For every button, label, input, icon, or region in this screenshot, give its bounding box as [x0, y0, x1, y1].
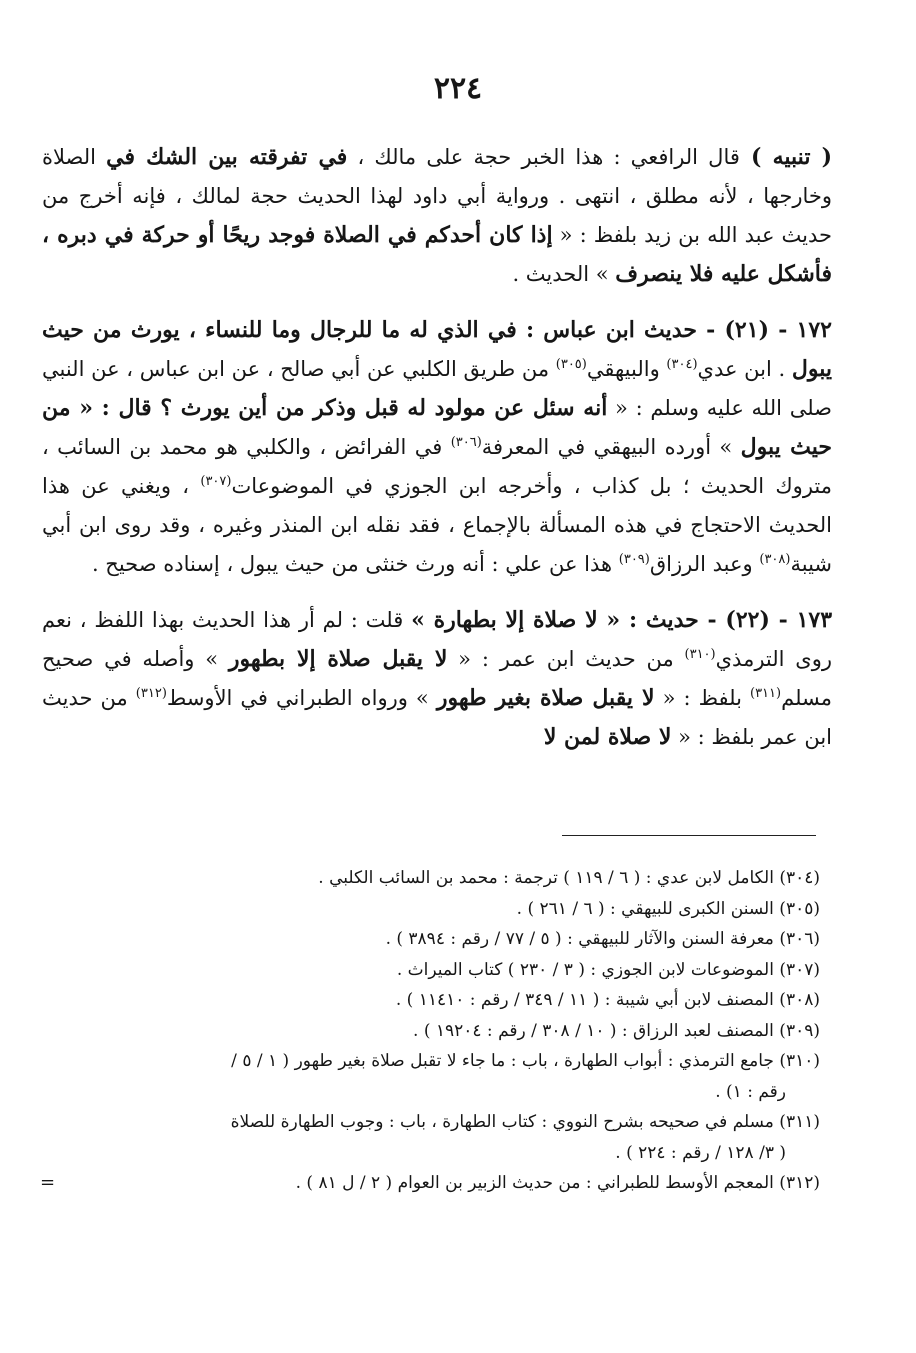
text-segment: والبيهقي: [586, 357, 667, 381]
footnote-310: (٣١٠) جامع الترمذي : أبواب الطهارة ، باب : ما جاء لا تقبل صلاة بغير طهور ( ١ / ٥ /: [231, 1051, 820, 1071]
bold-phrase: لا صلاة لمن لا: [543, 724, 672, 750]
footnote-304: (٣٠٤) الكامل لابن عدي : ( ٦ / ١١٩ ) ترجمة : محمد بن السائب الكلبي .: [318, 868, 820, 888]
text-segment: » أورده البيهقي في المعرفة: [481, 435, 741, 459]
footnote-ref: (٣٠٧): [200, 474, 232, 489]
text-segment: هذا عن علي : أنه ورث خنثى من حيث يبول ، إسناده صحيح .: [91, 552, 619, 576]
bold-phrase: ( تنبيه ): [739, 144, 833, 170]
text-segment: بلفظ : «: [654, 686, 750, 710]
footnote-310-continued: رقم : ١) .: [715, 1081, 786, 1102]
paragraph-hadith-173: [42, 601, 832, 757]
text-segment: من حديث ابن عمر : «: [447, 647, 685, 671]
footnotes: [40, 863, 820, 1199]
bold-phrase: أنه سئل عن مولود له قبل وذكر من أين يورث ؟ قال : « من حيث يبول: [42, 395, 832, 460]
bold-phrase: ١٧٢ - (٢١) - حديث ابن عباس : في الذي له ما للرجال وما للنساء ، يورث من حيث يبول: [42, 317, 832, 382]
footnote-311: (٣١١) مسلم في صحيحه بشرح النووي : كتاب الطهارة ، باب : وجوب الطهارة للصلاة: [230, 1112, 820, 1132]
continuation-mark: =: [40, 1172, 56, 1193]
text-segment: » الحديث .: [512, 262, 616, 286]
bold-phrase: إذا كان أحدكم في الصلاة فوجد ريحًا أو حركة في دبره ، فأشكل عليه فلا ينصرف: [42, 222, 832, 287]
footnote-divider: [562, 835, 816, 836]
footnote-305: (٣٠٥) السنن الكبرى للبيهقي : ( ٦ / ٢٦١ ) .: [516, 898, 820, 919]
footnote-ref: (٣٠٥): [555, 357, 587, 372]
footnote-312-row: [40, 1168, 820, 1199]
footnote-308: (٣٠٨) المصنف لابن أبي شيبة : ( ١١ / ٣٤٩ / رقم : ١١٤١٠ ) .: [395, 990, 820, 1010]
bold-phrase: لا يقبل صلاة إلا بطهور: [228, 646, 448, 672]
footnote-306: (٣٠٦) معرفة السنن والآثار للبيهقي : ( ٥ / ٧٧ / رقم : ٣٨٩٤ ) .: [385, 929, 820, 949]
text-segment: ، ويغني عن هذا الحديث الاحتجاج في هذه المسألة بالإجماع ، فقد نقله ابن المنذر وغيره ، وقد روى ابن أبي شيبة: [42, 474, 832, 576]
paragraph-hadith-172: [42, 311, 832, 584]
footnote-309: (٣٠٩) المصنف لعبد الرزاق : ( ١٠ / ٣٠٨ / رقم : ١٩٢٠٤ ) .: [413, 1020, 820, 1041]
footnote-312: (٣١٢) المعجم الأوسط للطبراني : من حديث الزبير بن العوام ( ٢ / ل ٨١ ) .: [295, 1173, 820, 1193]
main-text: [42, 138, 832, 774]
text-segment: قلت : لم أر هذا الحديث بهذا اللفظ ، نعم روى الترمذي: [42, 608, 833, 671]
footnote-ref: (٣١٢): [135, 686, 167, 701]
footnote-ref: (٣١١): [749, 686, 782, 701]
footnote-311-continued: ( ٣/ ١٢٨ / رقم : ٢٢٤ ) .: [615, 1142, 786, 1163]
footnote-ref: (٣٠٨): [759, 552, 791, 567]
text-segment: من حديث ابن عمر بلفظ : «: [42, 686, 832, 749]
footnote-ref: (٣١٠): [684, 647, 716, 662]
bold-phrase: لا يقبل صلاة بغير طهور: [436, 685, 655, 711]
text-segment: » وأصله في صحيح مسلم: [42, 647, 833, 710]
footnote-ref: (٣٠٤): [666, 357, 698, 372]
text-segment: . ابن عدي: [697, 357, 792, 381]
footnote-307: (٣٠٧) الموضوعات لابن الجوزي : ( ٣ / ٢٣٠ ) كتاب الميراث .: [396, 959, 820, 980]
text-segment: » ورواه الطبراني في الأوسط: [166, 686, 437, 710]
footnote-ref: (٣٠٦): [450, 435, 482, 450]
text-segment: في الفرائض ، والكلبي هو محمد بن السائب ، متروك الحديث ؛ بل كذاب ، وأخرجه ابن الجوزي في الموضوعات: [42, 435, 832, 498]
page-number: ٢٢٤: [433, 71, 483, 106]
text-segment: قال الرافعي : هذا الخبر حجة على مالك ،: [347, 145, 740, 169]
bold-phrase: ١٧٣ - (٢٢) - حديث : « لا صلاة إلا بطهارة »: [411, 607, 833, 633]
text-segment: الصلاة وخارجها ، لأنه مطلق ، انتهى . ورواية أبي داود لهذا الحديث حجة لمالك ، فإنه أخرج من حديث عبد الله بن زيد بلفظ : «: [42, 145, 833, 247]
bold-phrase: في تفرقته بين الشك في: [106, 144, 348, 170]
footnote-ref: (٣٠٩): [618, 552, 650, 567]
text-segment: وعبد الرزاق: [649, 552, 760, 576]
paragraph-tanbih: [42, 138, 832, 294]
text-segment: من طريق الكلبي عن أبي صالح ، عن ابن عباس ، عن النبي صلى الله عليه وسلم : «: [42, 357, 832, 420]
